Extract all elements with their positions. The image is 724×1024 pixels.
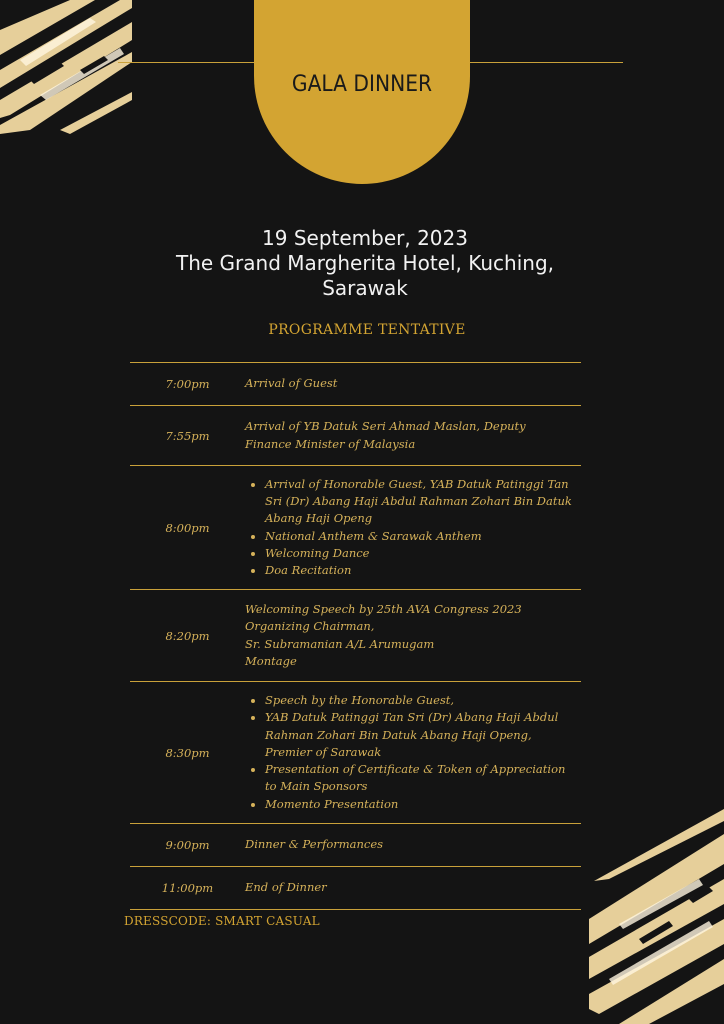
schedule-row: [130, 466, 581, 590]
dresscode-note: DRESSCODE: SMART CASUAL: [124, 914, 320, 928]
schedule-description: [245, 418, 581, 453]
schedule-time: 8:30pm: [165, 745, 210, 760]
schedule-line: Arrival of Guest: [245, 376, 338, 391]
gold-brush-decoration-bottom-right: [589, 809, 724, 1024]
schedule-time: 7:00pm: [165, 377, 210, 391]
schedule-bullet: • Arrival of Honorable Guest, YAB Datuk Patinggi Tan Sri (Dr) Abang Haji Abdul Rahman Zohari Bin Datuk Abang Haji Openg: [265, 476, 573, 528]
schedule-line: Montage: [245, 653, 297, 668]
schedule-line: Dinner & Performances: [245, 837, 384, 852]
schedule-time: 11:00pm: [161, 881, 214, 895]
schedule-bullet: • Speech by the Honorable Guest,: [265, 692, 573, 709]
schedule-time: 8:00pm: [165, 520, 210, 535]
schedule-description: [245, 375, 581, 392]
schedule-description: [245, 476, 581, 580]
schedule-row: [130, 824, 581, 867]
schedule-description: [245, 692, 581, 813]
event-venue-line1: The Grand Margherita Hotel, Kuching,: [176, 251, 554, 275]
schedule-line: Arrival of YB Datuk Seri Ahmad Maslan, Deputy Finance Minister of Malaysia: [245, 419, 526, 451]
schedule-bullet: • YAB Datuk Patinggi Tan Sri (Dr) Abang Haji Abdul Rahman Zohari Bin Datuk Abang Haji Openg, Premier of Sarawak: [265, 709, 573, 761]
schedule-time: 8:20pm: [165, 628, 210, 643]
schedule-row: [130, 590, 581, 682]
schedule-row: [130, 682, 581, 824]
schedule-bullet: • Momento Presentation: [265, 796, 573, 813]
schedule-bullet: • Doa Recitation: [265, 562, 573, 579]
schedule-line: Organizing Chairman,: [245, 619, 375, 634]
schedule-line: End of Dinner: [245, 880, 327, 895]
schedule-row: [130, 867, 581, 910]
page-title: GALA DINNER: [291, 72, 433, 97]
schedule-bullet: • National Anthem & Sarawak Anthem: [265, 528, 573, 545]
schedule-line: Welcoming Speech by 25th AVA Congress 2023: [245, 601, 522, 616]
event-venue-line2: Sarawak: [322, 276, 408, 300]
schedule-line: Sr. Subramanian A/L Arumugam: [245, 636, 435, 651]
schedule-description: [245, 879, 581, 896]
schedule-table: [130, 362, 581, 910]
schedule-time: 9:00pm: [165, 838, 210, 852]
schedule-row: [130, 363, 581, 406]
event-date: 19 September, 2023: [262, 226, 468, 250]
schedule-description: [245, 836, 581, 853]
gold-brush-decoration-top-left: [0, 0, 140, 140]
event-info: [100, 226, 630, 301]
schedule-row: [130, 406, 581, 466]
schedule-bullet: • Welcoming Dance: [265, 545, 573, 562]
programme-title: PROGRAMME TENTATIVE: [268, 322, 466, 338]
schedule-description: [245, 601, 581, 670]
schedule-bullet: • Presentation of Certificate & Token of Appreciation to Main Sponsors: [265, 761, 573, 796]
schedule-time: 7:55pm: [165, 428, 210, 443]
